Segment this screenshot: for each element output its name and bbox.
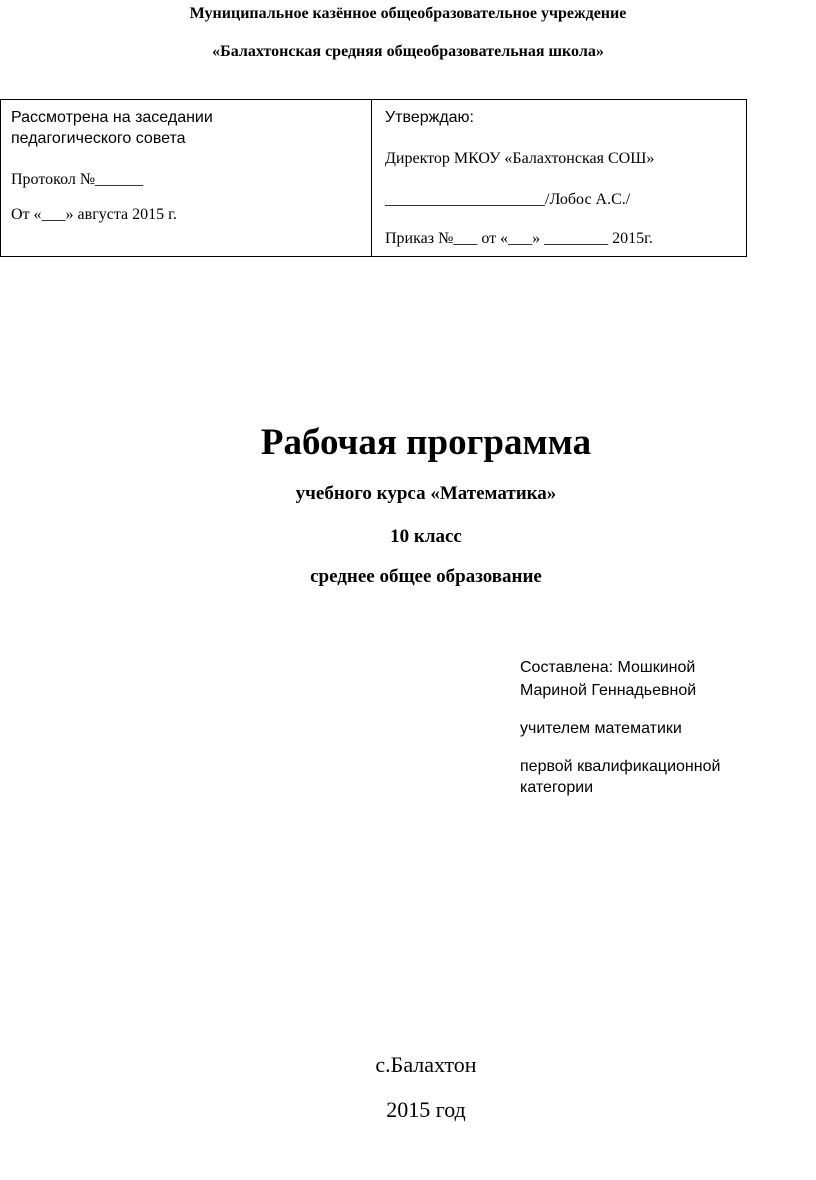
author-line-2: Мариной Геннадьевной [520,682,697,699]
considered-line-2: педагогического совета [11,130,186,147]
protocol-line: Протокол №______ [11,171,144,188]
author-line-5: категории [520,779,594,796]
signature-line: ____________________/Лобос А.С./ [385,191,631,208]
author-line-3: учителем математики [520,720,682,737]
education-level-subtitle: среднее общее образование [310,566,542,587]
approval-cell-left [1,100,372,257]
author-line-4: первой квалификационной [520,758,721,775]
school-header-line-1: Муниципальное казённое общеобразовательное учреждение [189,5,627,22]
approval-cell-right [372,100,747,257]
author-line-1: Составлена: Мошкиной [520,659,696,676]
year-footer: 2015 год [386,1097,466,1122]
meeting-date-line: От «___» августа 2015 г. [11,206,177,223]
approval-table [0,99,747,257]
considered-line-1: Рассмотрена на заседании [11,109,213,126]
director-line: Директор МКОУ «Балахтонская СОШ» [385,150,655,167]
approve-label: Утверждаю: [385,109,474,126]
city-footer: с.Балахтон [375,1052,477,1077]
school-header-line-2: «Балахтонская средняя общеобразовательная школа» [212,43,604,60]
order-line: Приказ №___ от «___» ________ 2015г. [385,230,653,247]
grade-subtitle: 10 класс [390,526,462,547]
course-subtitle: учебного курса «Математика» [295,483,557,504]
document-title: Рабочая программа [260,422,592,463]
